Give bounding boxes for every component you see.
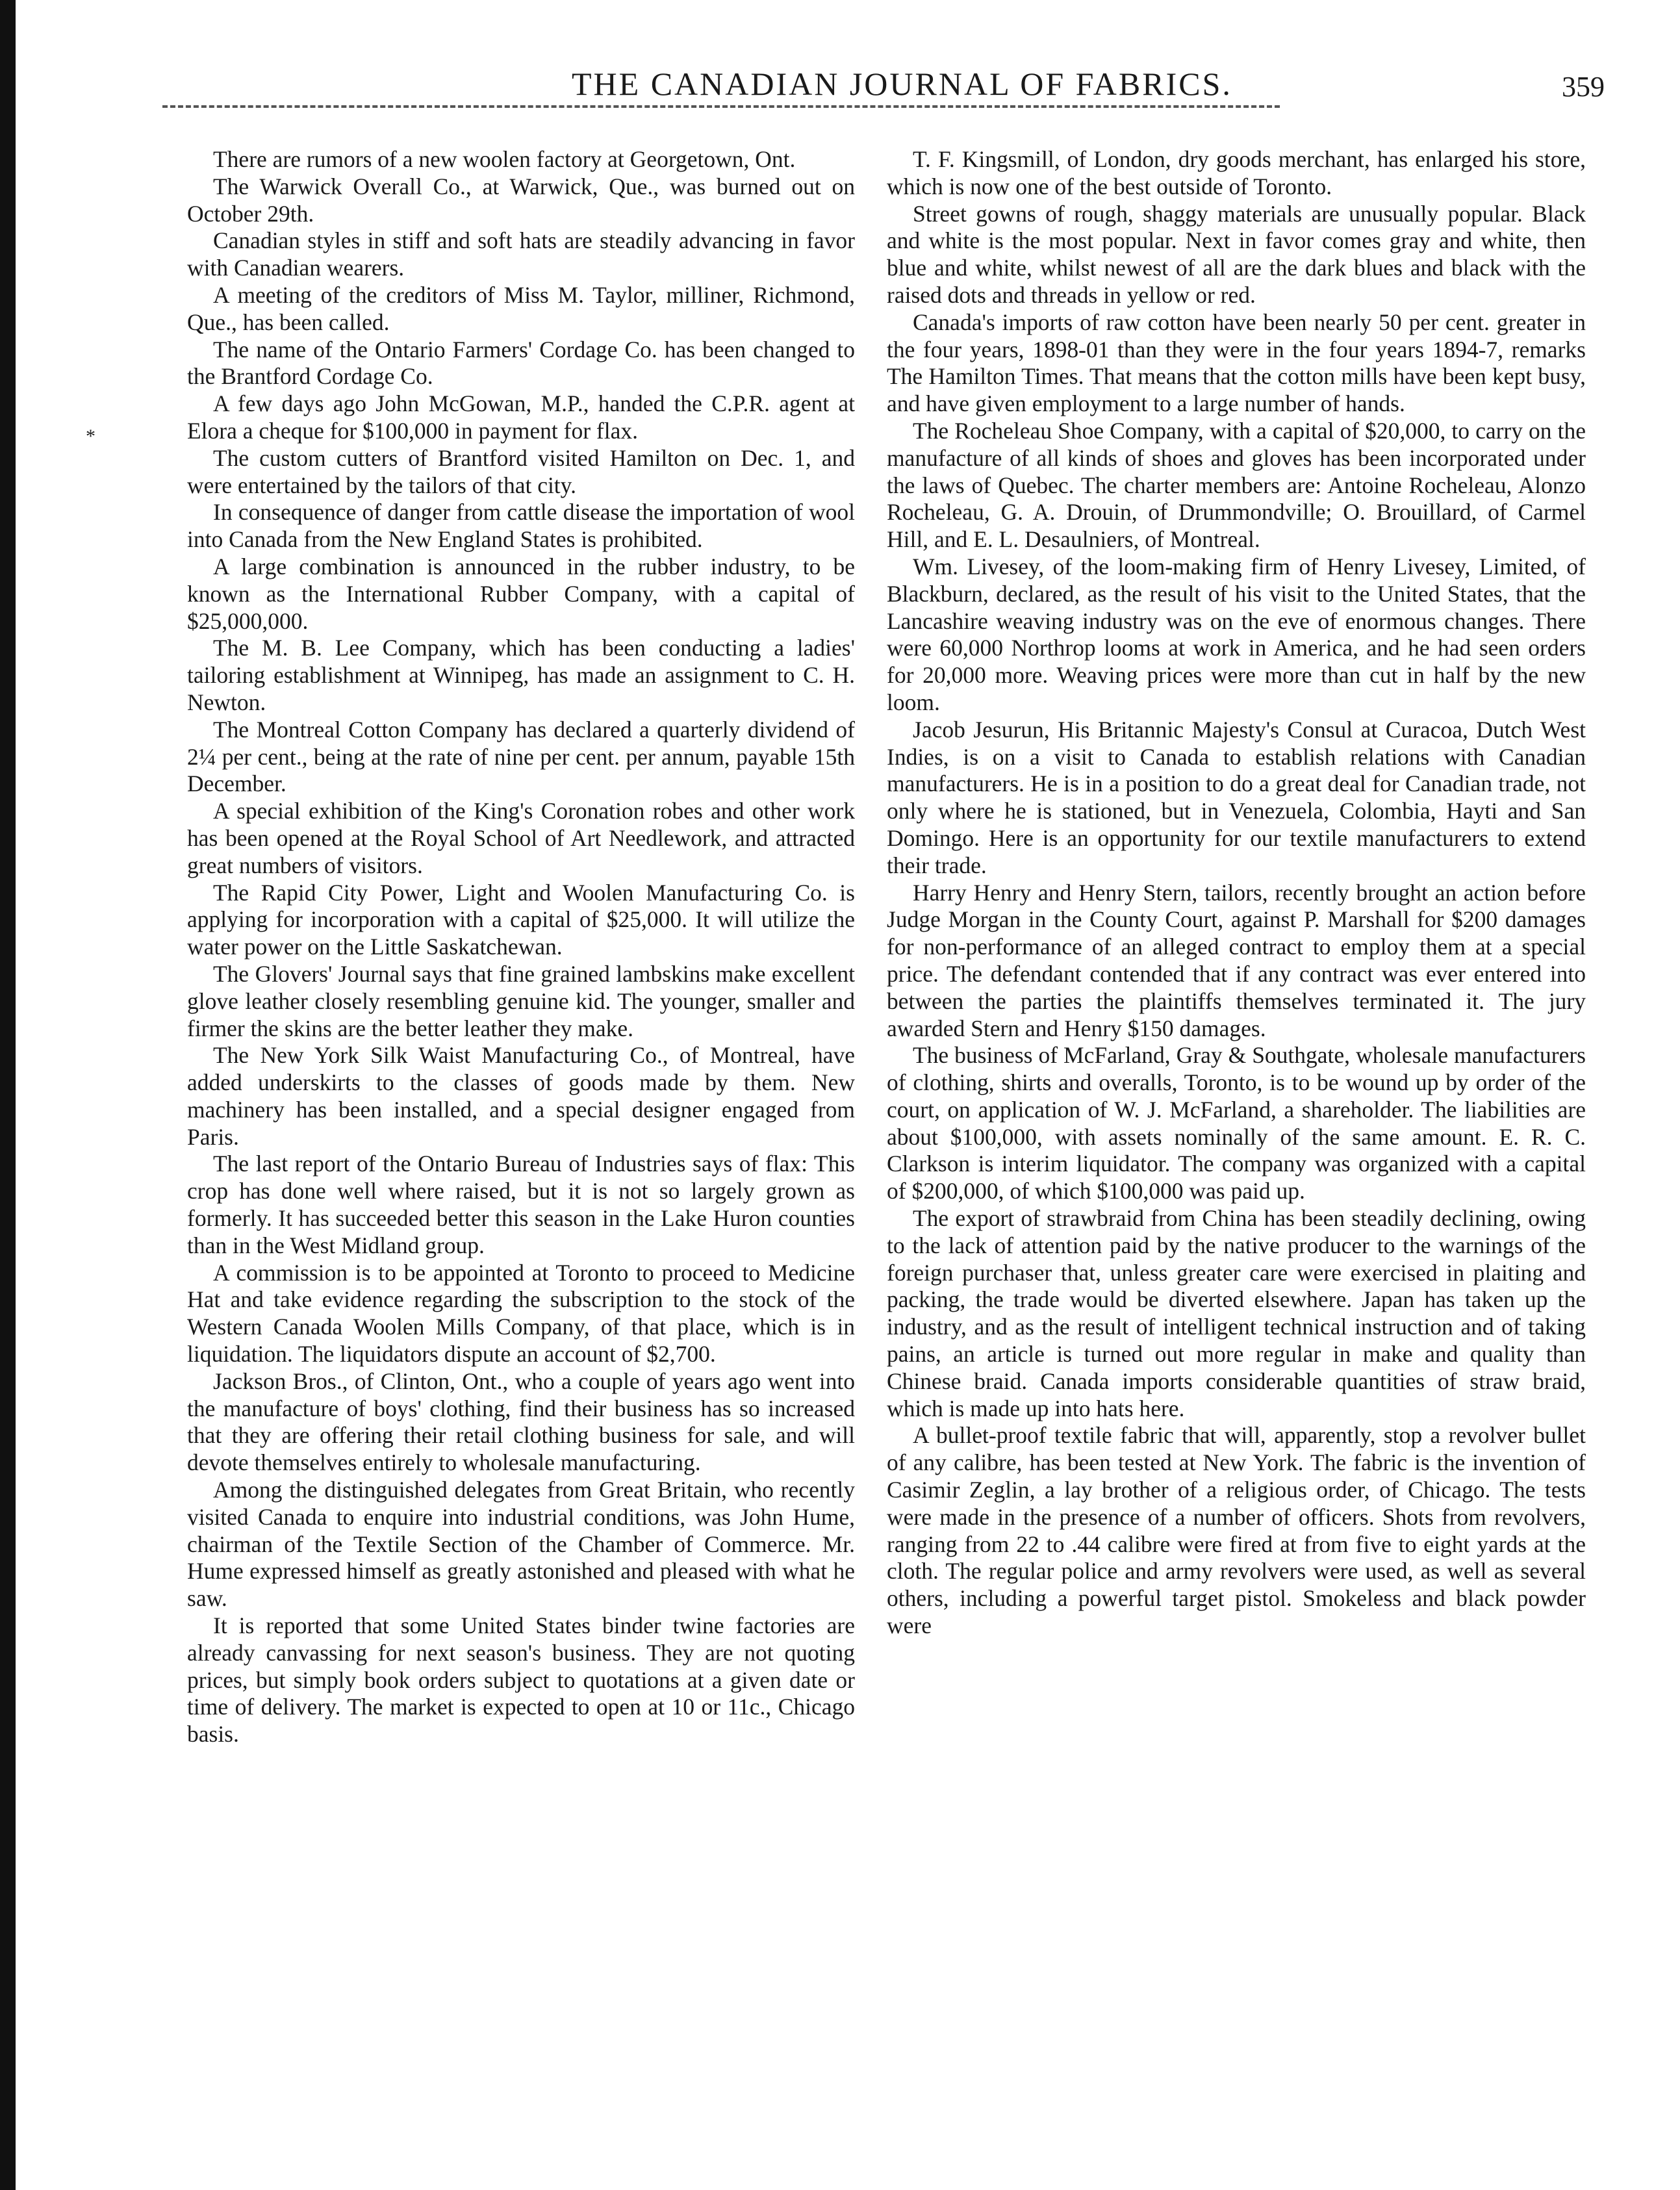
news-paragraph: A meeting of the creditors of Miss M. Taylor, milliner, Richmond, Que., has been called. xyxy=(187,281,855,335)
news-paragraph: A few days ago John McGowan, M.P., handed the C.P.R. agent at Elora a cheque for $100,000 in payment for flax. xyxy=(187,390,855,444)
news-paragraph: T. F. Kingsmill, of London, dry goods merchant, has enlarged his store, which is now one of the best outside of Toronto. xyxy=(887,146,1586,199)
news-paragraph: Street gowns of rough, shaggy materials are unusually popular. Black and white is the most popular. Next in favor comes gray and white, then blue and white, whilst newest of all are the dark blues and black with the raised dots and threads in yellow or red. xyxy=(887,200,1586,308)
news-paragraph: The New York Silk Waist Manufacturing Co., of Montreal, have added underskirts to the classes of goods made by them. New machinery has been installed, and a special designer engaged from Paris. xyxy=(187,1042,855,1150)
binding-edge xyxy=(0,0,16,2190)
news-paragraph: Harry Henry and Henry Stern, tailors, recently brought an action before Judge Morgan in the County Court, against P. Marshall for $200 damages for non-performance of an alleged contract to employ them at a special price. The defendant contended that if any contract was ever entered into between the parties the plaintiffs themselves terminated it. The jury awarded Stern and Henry $150 damages. xyxy=(887,879,1586,1041)
news-paragraph: The last report of the Ontario Bureau of Industries says of flax: This crop has done well where raised, but it is not so largely grown as formerly. It has succeeded better this season in the Lake Huron counties than in the West Midland group. xyxy=(187,1151,855,1258)
left-column xyxy=(187,146,855,2147)
news-paragraph: The Rapid City Power, Light and Woolen Manufacturing Co. is applying for incorporation with a capital of $25,000. It will utilize the water power on the Little Saskatchewan. xyxy=(187,879,855,960)
news-paragraph: Wm. Livesey, of the loom-making firm of Henry Livesey, Limited, of Blackburn, declared, as the result of his visit to the United States, that the Lancashire weaving industry was on the eve of enormous changes. There were 60,000 Northrop looms at work in America, and he had seen orders for 20,000 more. Weaving prices were more than cut in half by the new loom. xyxy=(887,553,1586,715)
page-number: 359 xyxy=(1562,71,1605,103)
news-paragraph: The Glovers' Journal says that fine grained lambskins make excellent glove leather closely resembling genuine kid. The younger, smaller and firmer the skins are the better leather they make. xyxy=(187,960,855,1041)
news-paragraph: The M. B. Lee Company, which has been conducting a ladies' tailoring establishment at Winnipeg, has made an assignment to C. H. Newton. xyxy=(187,635,855,715)
news-paragraph: A bullet-proof textile fabric that will, apparently, stop a revolver bullet of any calibre, has been tested at New York. The fabric is the invention of Casimir Zeglin, a lay brother of a religious order, of Chicago. The tests were made in the presence of a number of officers. Shots from revolvers, ranging from 22 to .44 calibre were fired at from five to eight yards at the cloth. The regular police and army revolvers were used, as well as several others, including a powerful target pistol. Smokeless and black powder were xyxy=(887,1422,1586,1639)
news-paragraph: It is reported that some United States binder twine factories are already canvassing for next season's business. They are not quoting prices, but simply book orders subject to quotations at a given date or time of delivery. The market is expected to open at 10 or 11c., Chicago basis. xyxy=(187,1612,855,1748)
header-rule xyxy=(162,105,1280,108)
news-paragraph: Jacob Jesurun, His Britannic Majesty's Consul at Curacoa, Dutch West Indies, is on a visit to Canada to establish relations with Canadian manufacturers. He is in a position to do a great deal for Canadian trade, not only where he is stationed, but in Venezuela, Colombia, Hayti and San Domingo. Here is an opportunity for our textile manufacturers to extend their trade. xyxy=(887,716,1586,878)
page-header xyxy=(0,65,1680,117)
news-paragraph: A commission is to be appointed at Toronto to proceed to Medicine Hat and take evidence regarding the subscription to the stock of the Western Canada Woolen Mills Company, of that place, which is in liquidation. The liquidators dispute an account of $2,700. xyxy=(187,1259,855,1368)
news-paragraph: The custom cutters of Brantford visited Hamilton on Dec. 1, and were entertained by the tailors of that city. xyxy=(187,444,855,498)
news-paragraph: Jackson Bros., of Clinton, Ont., who a couple of years ago went into the manufacture of boys' clothing, find their business has so increased that they are offering their retail clothing business for sale, and will devote themselves entirely to wholesale manufacturing. xyxy=(187,1368,855,1476)
news-paragraph: The name of the Ontario Farmers' Cordage Co. has been changed to the Brantford Cordage Co. xyxy=(187,336,855,390)
news-paragraph: Among the distinguished delegates from Great Britain, who recently visited Canada to enquire into industrial conditions, was John Hume, chairman of the Textile Section of the Chamber of Commerce. Mr. Hume expressed himself as greatly astonished and pleased with what he saw. xyxy=(187,1477,855,1612)
news-paragraph: The Warwick Overall Co., at Warwick, Que., was burned out on October 29th. xyxy=(187,173,855,227)
margin-mark: * xyxy=(86,426,95,447)
right-column xyxy=(887,146,1586,2147)
news-paragraph: The business of McFarland, Gray & Southgate, wholesale manufacturers of clothing, shirts and overalls, Toronto, is to be wound up by order of the court, on application of W. J. McFarland, a shareholder. The liabilities are about $100,000, with assets nominally of the same amount. E. R. C. Clarkson is interim liquidator. The company was organized with a capital of $200,000, of which $100,000 was paid up. xyxy=(887,1042,1586,1204)
news-paragraph: The export of strawbraid from China has been steadily declining, owing to the lack of attention paid by the native producer to the warnings of the foreign purchaser that, unless greater care were exercised in plaiting and packing, the trade would be diverted elsewhere. Japan has taken up the industry, and as the result of intelligent technical instruction and of taking pains, an article is turned out more regular in make and quality than Chinese braid. Canada imports considerable quantities of straw braid, which is made up into hats here. xyxy=(887,1205,1586,1421)
news-paragraph: There are rumors of a new woolen factory at Georgetown, Ont. xyxy=(213,146,796,172)
news-paragraph: Canada's imports of raw cotton have been nearly 50 per cent. greater in the four years, 1898-01 than they were in the four years 1894-7, remarks The Hamilton Times. That means that the cotton mills have been kept busy, and have given employment to a large number of hands. xyxy=(887,309,1586,417)
news-paragraph: The Rocheleau Shoe Company, with a capital of $20,000, to carry on the manufacture of all kinds of shoes and gloves has been incorporated under the laws of Quebec. The charter members are: Antoine Rocheleau, Alonzo Rocheleau, G. A. Drouin, of Drummondville; O. Brouillard, of Carmel Hill, and E. L. Desaulniers, of Montreal. xyxy=(887,417,1586,553)
news-paragraph: A special exhibition of the King's Coronation robes and other work has been opened at the Royal School of Art Needlework, and attracted great numbers of visitors. xyxy=(187,798,855,878)
news-paragraph: The Montreal Cotton Company has declared a quarterly dividend of 2¼ per cent., being at the rate of nine per cent. per annum, payable 15th December. xyxy=(187,716,855,797)
news-paragraph: Canadian styles in stiff and soft hats are steadily advancing in favor with Canadian wearers. xyxy=(187,227,855,281)
news-paragraph: A large combination is announced in the rubber industry, to be known as the International Rubber Company, with a capital of $25,000,000. xyxy=(187,553,855,634)
news-paragraph: In consequence of danger from cattle disease the importation of wool into Canada from the New England States is prohibited. xyxy=(187,499,855,553)
running-title: THE CANADIAN JOURNAL OF FABRICS. xyxy=(572,66,1232,102)
